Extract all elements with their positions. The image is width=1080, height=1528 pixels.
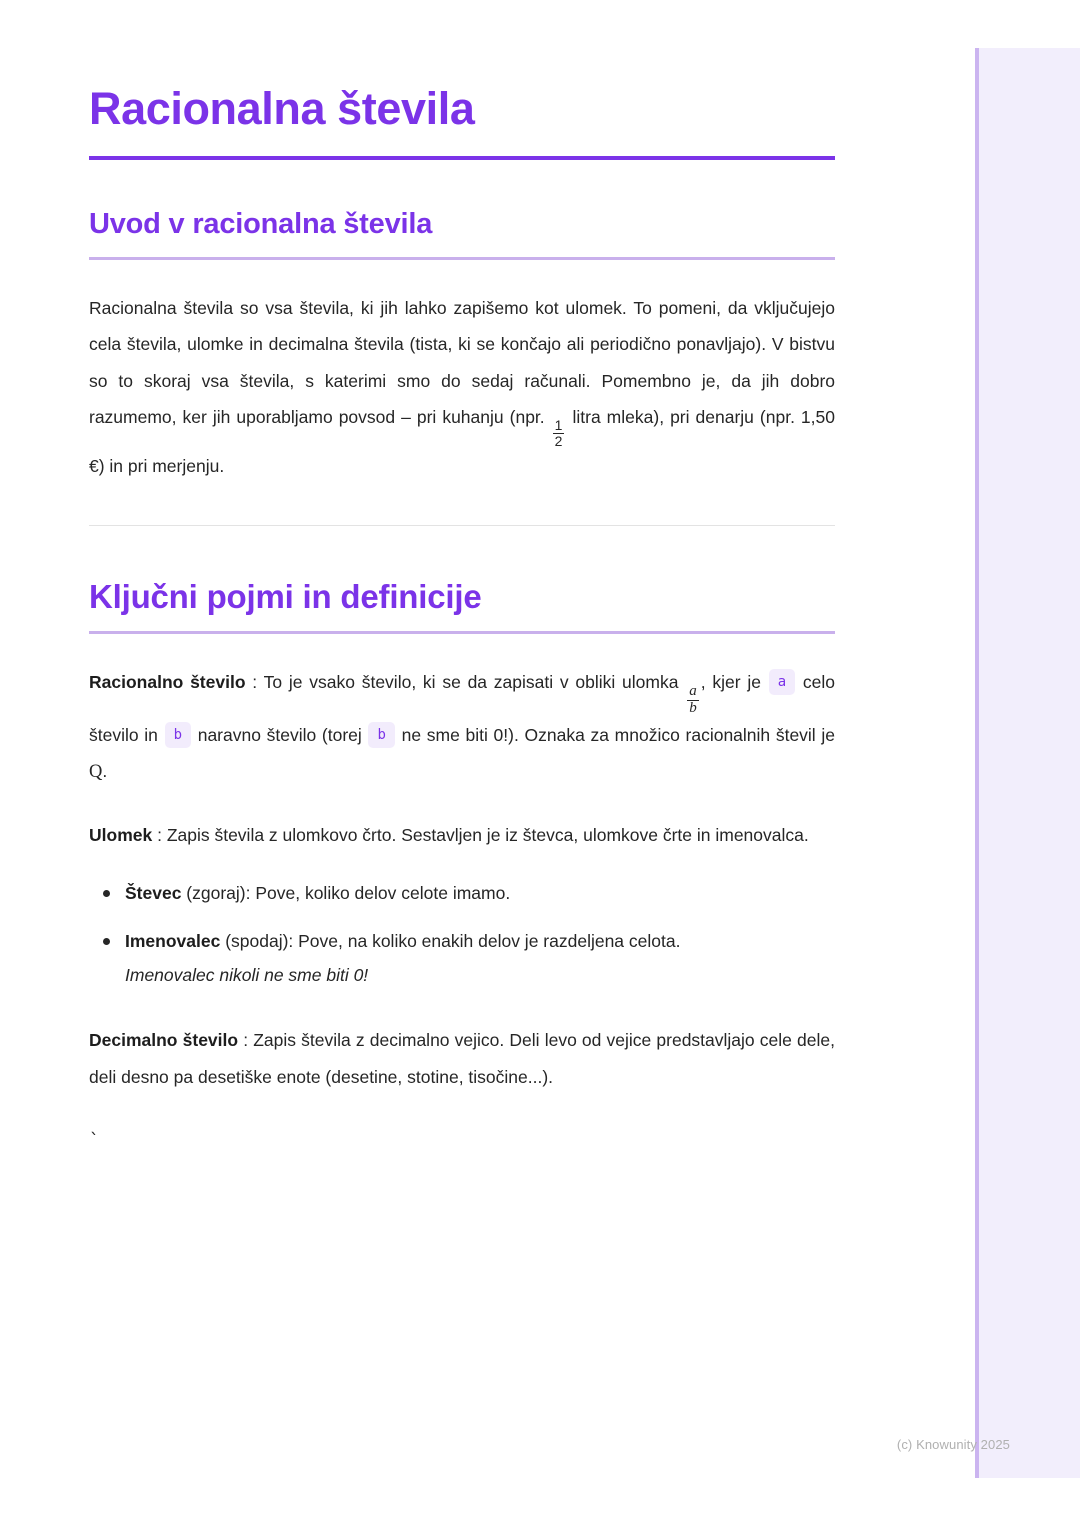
definition-term: Racionalno število <box>89 671 246 692</box>
decorative-side-strip <box>975 48 1080 1478</box>
fraction-a-over-b <box>687 684 699 716</box>
code-chip-b-second: b <box>368 722 394 748</box>
list-item <box>125 924 835 992</box>
definition-text-end: . <box>102 760 108 781</box>
definition-separator: : <box>245 671 264 692</box>
definition-fraction <box>89 817 835 853</box>
list-item-text: (spodaj): Pove, na koliko enakih delov je razdeljena celota. <box>220 930 681 951</box>
definition-separator: : <box>152 825 167 846</box>
list-item-term: Imenovalec <box>125 930 221 951</box>
list-item-note: Imenovalec nikoli ne sme biti 0! <box>125 965 369 986</box>
page-title: Racionalna števila <box>89 83 475 134</box>
fraction-numerator: 1 <box>554 417 563 434</box>
definition-text: Zapis števila z decimalno vejico. Deli levo od vejice predstavljajo cele dele, deli desno pa desetiške enote (desetine, stotine, tisočine...). <box>89 1030 835 1087</box>
stray-backtick: ` <box>89 1130 100 1151</box>
section-divider <box>89 525 835 526</box>
fraction-one-half <box>553 418 565 448</box>
definition-text-after-fraction: , kjer je <box>700 671 768 692</box>
list-item-term: Števec <box>125 882 182 903</box>
set-symbol-rationals: Q <box>89 761 103 782</box>
section-heading-intro: Uvod v racionalna števila <box>89 208 433 241</box>
fraction-numerator: a <box>689 683 697 700</box>
code-chip-a: a <box>769 669 795 695</box>
definition-text-mid-3: ne sme biti 0!). Oznaka za množico racionalnih števil je <box>395 724 836 745</box>
definition-text-before-fraction: To je vsako število, ki se da zapisati v obliki ulomka <box>263 671 686 692</box>
fraction-parts-list <box>89 876 835 992</box>
intro-paragraph <box>89 290 835 485</box>
section-heading-intro-underline <box>89 257 835 260</box>
definition-separator: : <box>238 1030 254 1051</box>
definition-term: Ulomek <box>89 825 153 846</box>
section-heading-definitions-underline <box>89 631 835 634</box>
definition-rational-number <box>89 664 835 792</box>
intro-paragraph-part1: Racionalna števila so vsa števila, ki jih lahko zapišemo kot ulomek. To pomeni, da vključujejo cela števila, ulomke in decimalna števila (tista, ki se končajo ali periodično ponavljajo). V bistvu so to skoraj vsa števila, s katerimi smo do sedaj računali. Pomembno je, da jih dobro razumemo, ker jih uporabljamo povsod – pri kuhanju (npr. <box>89 297 835 427</box>
definition-text: Zapis števila z ulomkovo črto. Sestavljen je iz števca, ulomkove črte in imenovalca. <box>166 825 809 846</box>
fraction-denominator: 2 <box>554 432 563 449</box>
fraction-denominator: b <box>689 699 697 716</box>
section-heading-definitions: Ključni pojmi in definicije <box>89 577 482 615</box>
definition-text-mid-2: naravno število (torej <box>192 724 368 745</box>
intro-paragraph-part2: litra mleka), pri denarju (npr. 1,50 €) in pri merjenju. <box>89 406 835 477</box>
footer-credit: (c) Knowunity 2025 <box>896 1437 1010 1452</box>
title-rule <box>89 156 835 160</box>
definition-text-mid-1: celo število in <box>89 671 836 745</box>
definition-term: Decimalno število <box>89 1030 239 1051</box>
list-item <box>125 876 835 910</box>
definition-decimal-number <box>89 1022 835 1095</box>
code-chip-b-first: b <box>165 722 191 748</box>
list-item-text: (zgoraj): Pove, koliko delov celote imamo. <box>181 882 511 903</box>
